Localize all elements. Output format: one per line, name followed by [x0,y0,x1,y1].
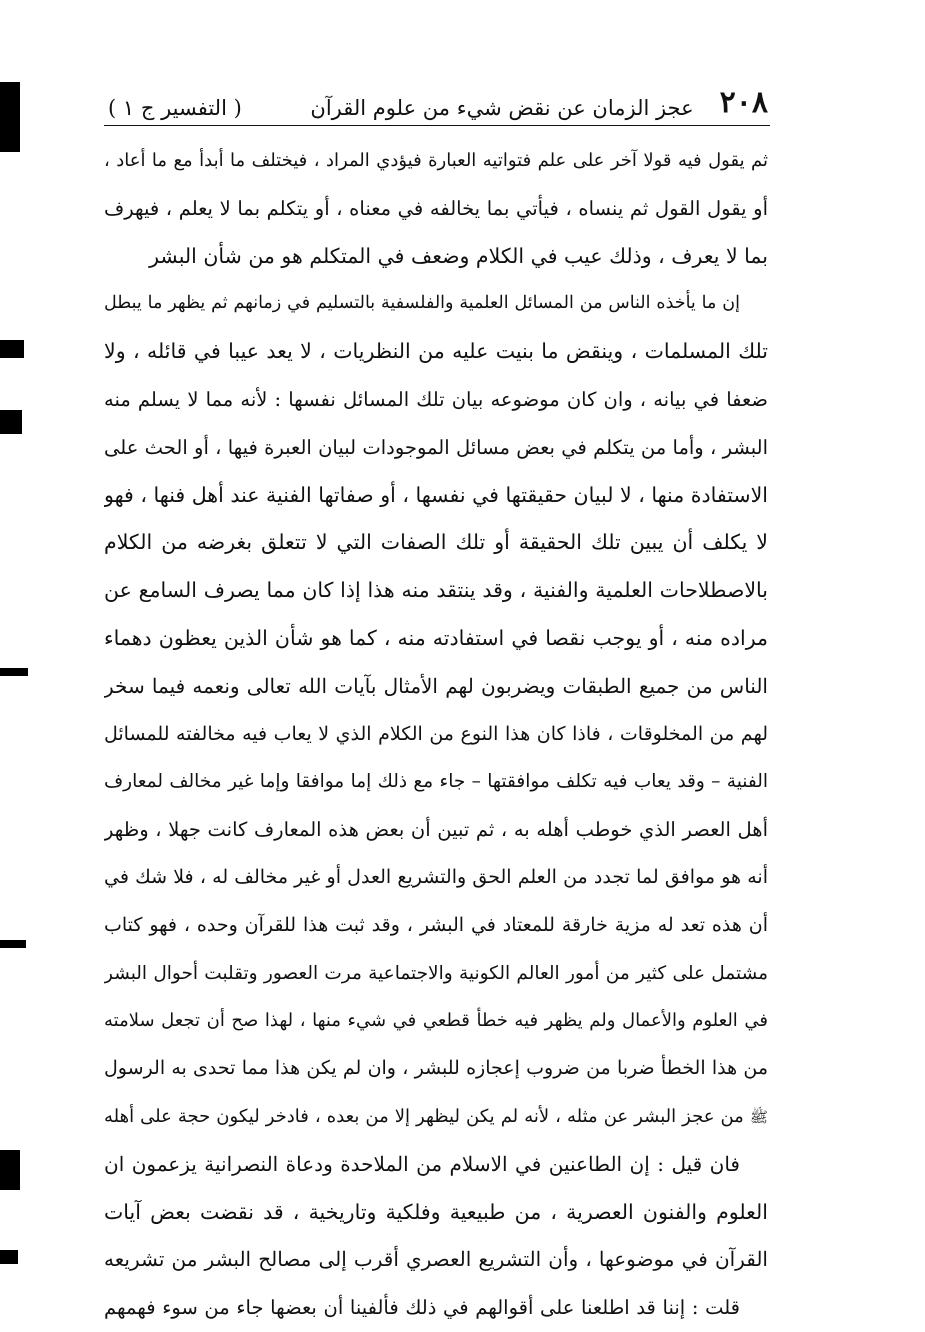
header-title: عجز الزمان عن نقض شيء من علوم القرآن [310,96,694,120]
scan-edge-mark [0,82,20,152]
salla-mark: ﷺ [749,1107,768,1126]
text-line: أهل العصر الذي خوطب أهله به ، ثم تبين أن بعض هذه المعارف كانت جهلا ، وظهر [104,818,768,842]
text-line-content: من عجز البشر عن مثله ، لأنه لم يكن ليظهر إلا من بعده ، فادخر ليكون حجة على أهله [104,1105,744,1127]
text-line: أو يقول القول ثم ينساه ، فيأتي بما يخالفه في معناه ، أو يتكلم بما لا يعلم ، فيهرف [104,196,768,220]
text-line: لا يكلف أن يبين تلك الحقيقة أو تلك الصفات التي لا تتعلق بغرضه من الكلام [104,530,768,555]
text-line: فان قيل : إن الطاعنين في الاسلام من الملاحدة ودعاة النصرانية يزعمون ان [104,1151,740,1176]
body-text [104,137,768,1332]
text-line: لهم من المخلوقات ، فاذا كان هذا النوع من الكلام الذي لا يعاب فيه مخالفته للمسائل [104,722,768,745]
text-line: من هذا الخطأ ضربا من ضروب إعجازه للبشر ، وان لم يكن هذا مما تحدى به الرسول [104,1057,768,1080]
running-header [108,78,768,120]
header-part: ( التفسير ج ١ ) [108,96,242,120]
text-line: بالاصطلاحات العلمية والفنية ، وقد ينتقد منه هذا إذا كان مما يصرف السامع عن [104,578,768,603]
scan-edge-mark [0,340,24,358]
header-rule [104,125,770,126]
text-line: مشتمل على كثير من أمور العالم الكونية والاجتماعية مرت العصور وتقلبت أحوال البشر [104,962,768,984]
scan-edge-mark [0,410,22,434]
text-line: تلك المسلمات ، وينقض ما بنيت عليه من النظريات ، لا يعد عيبا في قائله ، ولا [104,339,768,364]
text-line: القرآن في موضوعها ، وأن التشريع العصري أقرب إلى مصالح البشر من تشريعه [104,1247,768,1272]
scan-edge-mark [0,1150,20,1190]
text-line: الناس من جميع الطبقات ويضربون لهم الأمثال بآيات الله تعالى ونعمه فيما سخر [104,673,768,698]
scan-edge-mark [0,668,28,676]
text-line: الاستفادة منها ، لا لبيان حقيقتها في نفسها ، أو صفاتها الفنية عند أهل فنها ، فهو [104,482,768,507]
text-line: إن ما يأخذه الناس من المسائل العلمية والفلسفية بالتسليم في زمانهم ثم يظهر ما يبطل [104,293,740,314]
text-line: بما لا يعرف ، وذلك عيب في الكلام وضعف في المتكلم هو من شأن البشر [149,243,768,268]
text-line: في العلوم والأعمال ولم يظهر فيه خطأ قطعي في شيء منها ، لهذا صح أن تجعل سلامته [104,1010,768,1032]
text-line: الفنية – وقد يعاب فيه تكلف موافقتها – جاء مع ذلك إما موافقا وإما غير مخالف لمعارف [104,771,768,793]
scan-edge-mark [0,1250,18,1264]
text-line: أنه هو موافق لما تجدد من العلم الحق والتشريع العدل أو غير مخالف له ، فلا شك في [104,865,768,888]
text-line: قلت : إننا قد اطلعنا على أقوالهم في ذلك فألفينا أن بعضها جاء من سوء فهمهم [104,1296,740,1320]
scan-edge-mark [0,940,26,948]
page-number: ٢٠٨ [719,85,768,120]
text-line: البشر ، وأما من يتكلم في بعض مسائل الموجودات لبيان العبرة فيها ، أو الحث على [104,435,768,459]
text-line-with-salla [104,1093,768,1141]
text-line: ثم يقول فيه قولا آخر على علم فتواتيه العبارة فيؤدي المراد ، فيختلف ما أبدأ مع ما أعاد ، [104,150,768,171]
text-line: العلوم والفنون العصرية ، من طبيعية وفلكية وتاريخية ، قد نقضت بعض آيات [104,1199,768,1224]
text-line: ضعفا في بيانه ، وان كان موضوعه بيان تلك المسائل نفسها : لأنه مما لا يسلم منه [104,387,768,411]
text-line: أن هذه تعد له مزية خارقة للمعتاد في البشر ، وقد ثبت هذا للقرآن وحده ، فهو كتاب [104,913,768,936]
text-line: مراده منه ، أو يوجب نقصا في استفادته منه ، كما هو شأن الذين يعظون دهماء [104,625,768,650]
